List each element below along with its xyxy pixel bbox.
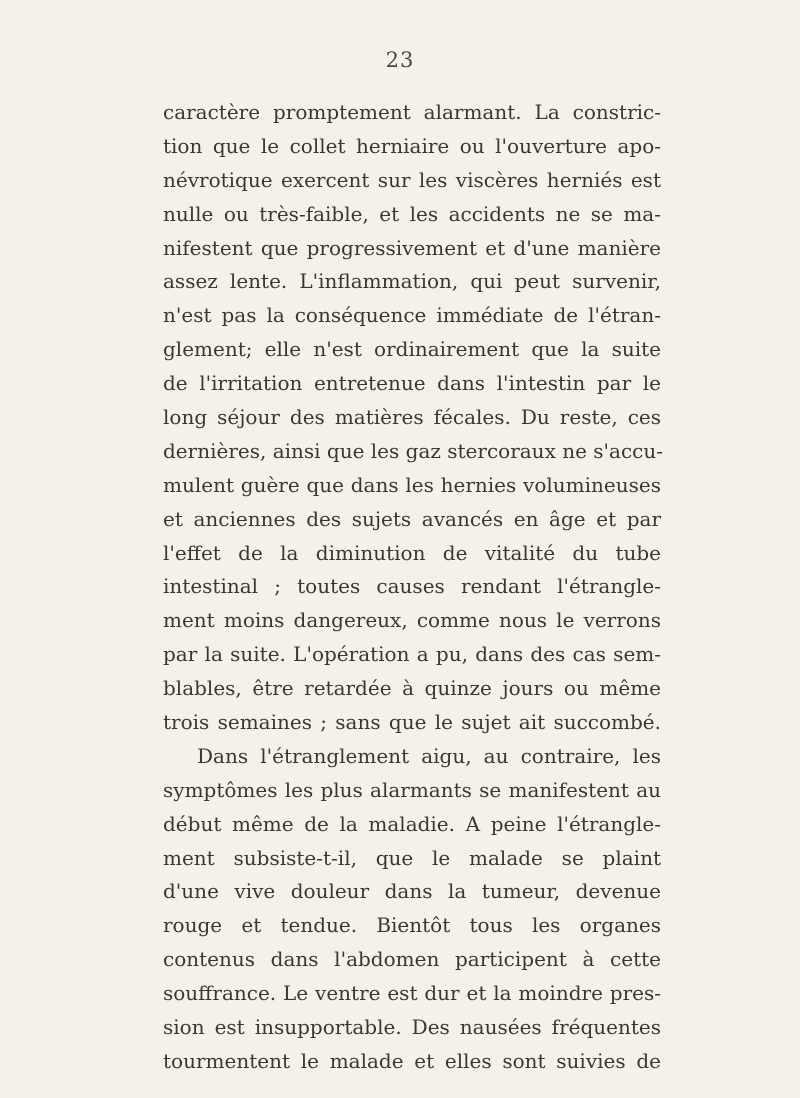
text-line: par la suite. L'opération a pu, dans des cas sem-	[163, 642, 661, 667]
text-line: assez lente. L'inflammation, qui peut survenir,	[163, 269, 661, 294]
body-text	[163, 96, 661, 1079]
text-line: long séjour des matières fécales. Du reste, ces	[163, 405, 661, 430]
text-line: et anciennes des sujets avancés en âge et par	[163, 506, 661, 531]
text-line: de l'irritation entretenue dans l'intestin par le	[163, 371, 661, 396]
text-line: tion que le collet herniaire ou l'ouverture apo-	[163, 133, 661, 158]
text-line: tourmentent le malade et elles sont suivies de	[163, 1048, 661, 1073]
text-line: contenus dans l'abdomen participent à cette	[163, 947, 661, 972]
text-line: ment moins dangereux, comme nous le verrons	[163, 608, 661, 633]
text-line: rouge et tendue. Bientôt tous les organes	[163, 913, 661, 938]
text-line: caractère promptement alarmant. La constric-	[163, 100, 661, 124]
text-line: début même de la maladie. A peine l'étrangle-	[163, 811, 661, 836]
page-number: 23	[385, 48, 415, 72]
text-line: nulle ou très-faible, et les accidents ne se ma-	[163, 201, 661, 226]
text-line: sion est insupportable. Des nausées fréquentes	[163, 1015, 661, 1040]
text-line: trois semaines ; sans que le sujet ait succombé.	[163, 710, 661, 735]
text-line: souffrance. Le ventre est dur et la moindre pres-	[163, 981, 661, 1006]
text-line: l'effet de la diminution de vitalité du tube	[163, 540, 661, 565]
text-line: intestinal ; toutes causes rendant l'étrangle-	[163, 574, 661, 599]
text-line: ment subsiste-t-il, que le malade se plaint	[163, 845, 661, 870]
text-line: mulent guère que dans les hernies volumineuses	[163, 472, 661, 497]
text-line: glement; elle n'est ordinairement que la suite	[163, 337, 661, 362]
text-line-paragraph-start: Dans l'étranglement aigu, au contraire, les	[197, 743, 661, 768]
text-line: névrotique exercent sur les viscères herniés est	[163, 167, 661, 192]
text-line: blables, être retardée à quinze jours ou même	[163, 676, 661, 701]
text-line: dernières, ainsi que les gaz stercoraux ne s'accu-	[163, 438, 663, 463]
text-line: n'est pas la conséquence immédiate de l'étran-	[163, 303, 661, 328]
text-line: symptômes les plus alarmants se manifestent au	[163, 777, 661, 802]
text-line: d'une vive douleur dans la tumeur, devenue	[163, 879, 661, 904]
text-line: nifestent que progressivement et d'une manière	[163, 235, 661, 260]
